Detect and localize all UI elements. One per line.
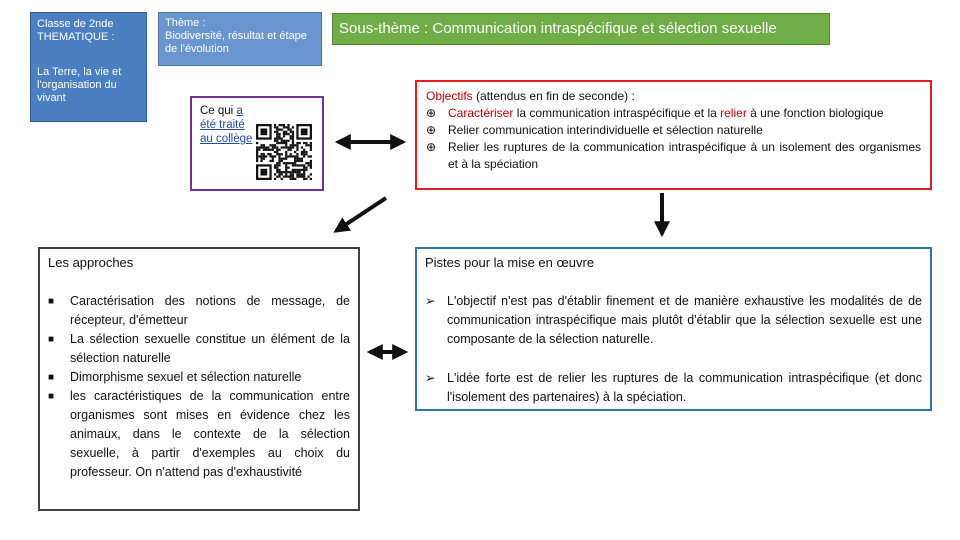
pistes-box xyxy=(415,247,932,411)
subtheme-banner xyxy=(332,13,830,45)
approches-list xyxy=(48,292,350,482)
square-bullet-icon: ■ xyxy=(48,296,55,307)
circled-plus-icon: ⊕ xyxy=(426,123,437,137)
list-item: ➢ L'idée forte est de relier les ruptures de la communication intraspécifique (et donc l'isolement des partenaires) à la spéciation. xyxy=(425,369,922,407)
list-item: ➢ L'objectif n'est pas d'établir finement et de manière exhaustive les modalités de de communication intraspécifique mais plutôt d'établir que la sélection sexuelle est une composante de la sélection naturelle. xyxy=(425,292,922,349)
pistes-list xyxy=(425,292,922,407)
qr-code-icon[interactable] xyxy=(256,124,312,180)
list-item: ■ La sélection sexuelle constitue un élément de la sélection naturelle xyxy=(48,330,350,368)
class-level: Classe de 2nde xyxy=(37,18,114,30)
circled-plus-icon: ⊕ xyxy=(426,140,437,154)
circled-plus-icon: ⊕ xyxy=(426,106,437,120)
objectifs-title: Objectifs (attendus en fin de seconde) : xyxy=(426,89,635,103)
class-thematique-box xyxy=(30,12,147,122)
list-item: ⊕ Caractériser la communication intraspécifique et la relier à une fonction biologique xyxy=(426,106,884,120)
pistes-title: Pistes pour la mise en œuvre xyxy=(425,255,595,270)
approches-box xyxy=(38,247,360,511)
arrowhead-bullet-icon: ➢ xyxy=(425,371,436,385)
arrowhead-bullet-icon: ➢ xyxy=(425,294,436,308)
theme-label: Thème : xyxy=(165,17,206,29)
list-item: ⊕ Relier communication interindividuelle et sélection naturelle xyxy=(426,123,763,137)
objectifs-box xyxy=(415,80,932,190)
college-box xyxy=(190,96,324,191)
college-text: Ce qui a été traité au collège xyxy=(200,105,253,145)
square-bullet-icon: ■ xyxy=(48,372,55,383)
theme-box xyxy=(158,12,322,66)
thematique-text: La Terre, la vie et l'organisation du vivant xyxy=(37,66,122,104)
college-link[interactable]: a été traité au collège xyxy=(200,105,253,145)
thematique-label: THEMATIQUE : xyxy=(37,31,115,43)
approches-title: Les approches xyxy=(48,255,134,270)
arrow-college-approches-icon xyxy=(336,198,386,231)
square-bullet-icon: ■ xyxy=(48,391,55,402)
square-bullet-icon: ■ xyxy=(48,334,55,345)
list-item: ■ Dimorphisme sexuel et sélection naturelle xyxy=(48,368,350,387)
list-item: ⊕ Relier les ruptures de la communication intraspécifique à un isolement des organismes et à la spéciation xyxy=(426,140,921,171)
theme-text: Biodiversité, résultat et étape de l'évolution xyxy=(165,30,307,55)
objectifs-list xyxy=(426,105,921,173)
subtheme-text: Sous-thème : Communication intraspécifique et sélection sexuelle xyxy=(339,20,777,37)
list-item: ■ Caractérisation des notions de message, de récepteur, d'émetteur xyxy=(48,292,350,330)
list-item: ■ les caractéristiques de la communication entre organismes sont mises en évidence chez les animaux, dans le contexte de la sélection sexuelle, à partir d'exemples au choix du professeur. On n'attend pas d'exhaustivité xyxy=(48,387,350,482)
